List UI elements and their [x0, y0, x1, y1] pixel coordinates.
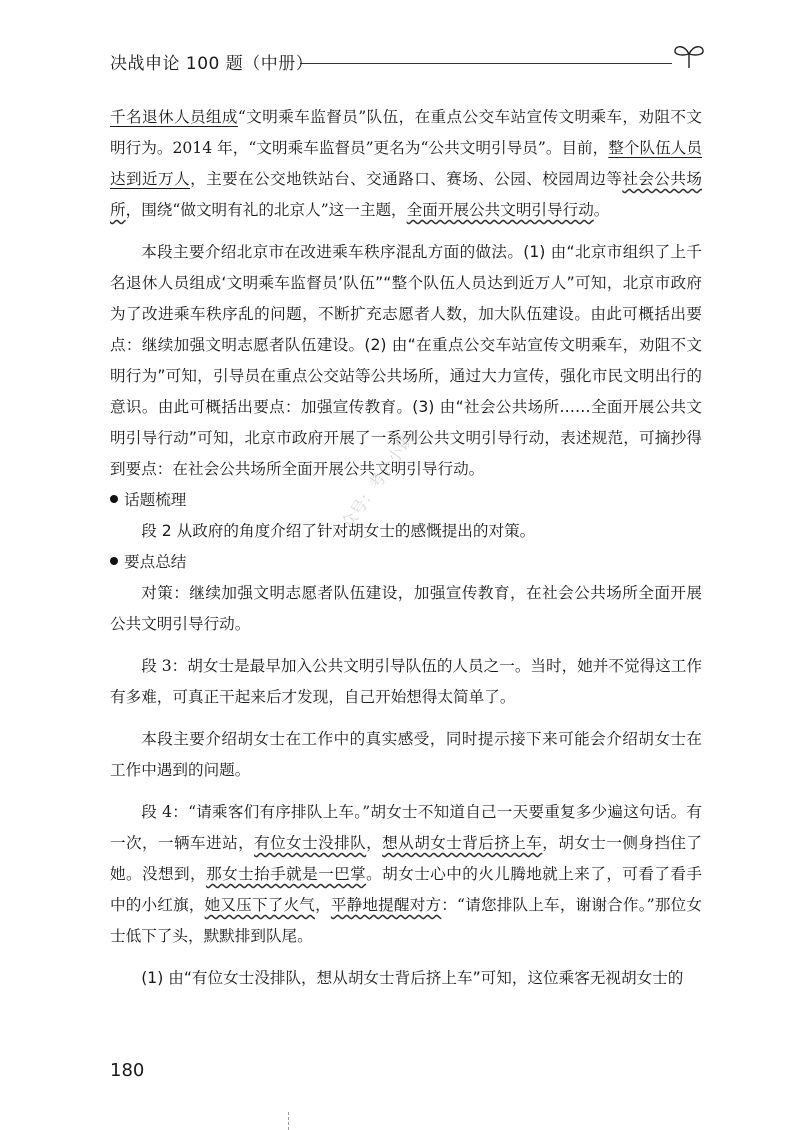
paragraph-3: 段 3：胡女士是最早加入公共文明引导队伍的人员之一。当时，她并不觉得这工作有多难，可真正干起来后才发现，自己开始想得太简单了。 [110, 657, 702, 706]
topic-text: 段 2 从政府的角度介绍了针对胡女士的感慨提出的对策。 [141, 522, 536, 540]
summary-text: 对策：继续加强文明志愿者队伍建设，加强宣传教育，在社会公共场所全面开展公共文明引导行动。 [110, 584, 702, 633]
running-header [110, 40, 710, 80]
wavy-underlined-phrase: 那女士抬手就是一巴掌 [206, 865, 367, 883]
page-number: 180 [110, 1060, 145, 1081]
bullet-icon [110, 557, 118, 565]
summary-heading: 要点总结 [110, 547, 702, 578]
wavy-underlined-phrase: 有位女士没排队 [254, 834, 367, 852]
book-title: 决战申论 100 题（中册） [110, 49, 319, 74]
page-body [110, 102, 702, 994]
wavy-underlined-phrase: 平静地提醒对方 [330, 896, 442, 914]
analysis-paragraph-2: 本段主要介绍北京市在改进乘车秩序混乱方面的做法。(1) 由“北京市组织了上千名退休人员组成‘文明乘车监督员’队伍”“整个队伍人员达到近万人”可知，北京市政府为了改进乘车秩序乱的问题，不断扩充志愿者人数，加大队伍建设。由此可概括出要点：继续加强文明志愿者队伍建设。(2) 由“在重点公交车站宣传文明乘车，劝阻不文明行为”可知，引导员在重点公交站等公共场所，通过大力宣传，强化市民文明出行的意识。由此可概括出要点：加强宣传教育。(3) 由“社会公共场所……全面开展公共文明引导行动”可知，北京市政府开展了一系列公共文明引导行动，表述规范，可摘抄得到要点：在社会公共场所全面开展公共文明引导行动。 [110, 243, 702, 478]
header-rule [300, 63, 672, 64]
underlined-phrase: 整个队伍人员达到近万人 [110, 139, 702, 188]
analysis-paragraph-4: (1) 由“有位女士没排队，想从胡女士背后挤上车”可知，这位乘客无视胡女士的 [141, 969, 684, 987]
sprout-icon [672, 40, 706, 70]
wavy-underlined-phrase: 全面开展公共文明引导行动 [406, 201, 594, 219]
wavy-underlined-phrase: 想从胡女士背后挤上车 [382, 834, 543, 852]
watermark: 众号：考公小镇 [337, 429, 418, 533]
paragraph-2-continued: 千名退休人员组成“文明乘车监督员”队伍，在重点公交车站宣传文明乘车，劝阻不文明行为。2014 年，“文明乘车监督员”更名为“公共文明引导员”。目前，整个队伍人员达到近万人，主要在公交地铁站台、交通路口、赛场、公园、校园周边等社会公共场所，围绕“做文明有礼的北京人”这一主题，全面开展公共文明引导行动。 [110, 108, 702, 219]
bullet-icon [110, 495, 118, 503]
underlined-phrase: 千名退休人员组成 [110, 108, 238, 126]
paragraph-4: 段 4：“请乘客们有序排队上车。”胡女士不知道自己一天要重复多少遍这句话。有一次，一辆车进站，有位女士没排队，想从胡女士背后挤上车，胡女士一侧身挡住了她。没想到，那女士抬手就是一巴掌。胡女士心中的火儿腾地就上来了，可看了看手中的小红旗，她又压下了火气，平静地提醒对方：“请您排队上车，谢谢合作。”那位女士低下了头，默默排到队尾。 [110, 803, 702, 945]
wavy-underlined-phrase: 她又压下了火气 [204, 896, 316, 914]
analysis-paragraph-3: 本段主要介绍胡女士在工作中的真实感受，同时提示接下来可能会介绍胡女士在工作中遇到的问题。 [110, 730, 702, 779]
fold-mark [288, 1112, 290, 1130]
wavy-underlined-phrase: 社会公共场所 [110, 170, 702, 219]
topic-heading: 话题梳理 [110, 485, 702, 516]
